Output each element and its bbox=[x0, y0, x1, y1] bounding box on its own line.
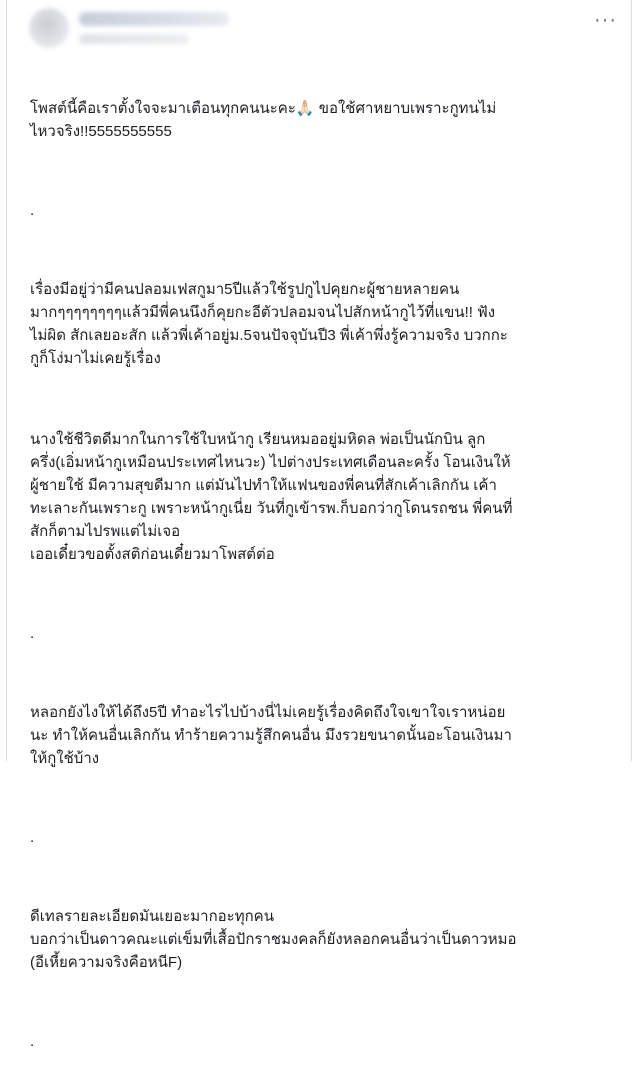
post-paragraph-2: เรื่องมีอยู่ว่ามีคนปลอมเฟสกูมา5ปีแล้วใช้รูปกูไปคุยกะผู้ชายหลายคน มากๆๆๆๆๆๆๆๆแล้วมีพี่คนนึงก็คุยกะอีตัวปลอมจนไปสักหน้ากูไว้ที่แขน!! ฟัง ไม่ผิด สักเลยอะสัก แล้วพี่เค้าอยู่ม.5จนปัจจุบันปี3 พี่เค้าพึ่งรู้ความจริง บวกกะ กูก็โง่มาไม่เคยรู้เรื่อง bbox=[30, 281, 508, 367]
separator-dot: . bbox=[30, 829, 35, 846]
facebook-post bbox=[6, 0, 632, 1050]
more-options-icon[interactable]: ··· bbox=[594, 9, 617, 31]
post-paragraph-3: นางใช้ชีวิตดีมากในการใช้ใบหน้ากู เรียนหมออยู่มหิดล พ่อเป็นนักบิน ลูก ครึ่ง(เอิ่มหน้ากูเหมือนประเทศไหนวะ) ไปต่างประเทศเดือนละครั้ง โอนเงินให้ ผู้ชายใช้ มีความสุขดีมาก แต่มันไปทำให้แฟนของพี่คนที่สักเค้าเลิกกัน เค้า ทะเลาะกันเพราะกู เพราะหน้ากูเนี่ย วันที่กูเข้ารพ.ก็บอกว่ากูโดนรถชน พี่คนที่ สักก็ตามไปรพแต่ไม่เจอ เออเดี๋ยวขอตั้งสติก่อนเดี๋ยวมาโพสต์ต่อ bbox=[30, 431, 513, 563]
blurred-avatar[interactable] bbox=[29, 8, 69, 48]
post-paragraph-4: หลอกยังไงให้ได้ถึง5ปี ทำอะไรไปบ้างนี่ไม่เคยรู้เรื่องคิดถึงใจเขาใจเราหน่อย นะ ทำให้คนอื่นเลิกกัน ทำร้ายความรู้สึกคนอื่น มึงรวยขนาดนั้นอะโอนเงินมา ให้กูใช้บ้าง bbox=[30, 704, 512, 767]
blurred-author-name[interactable] bbox=[79, 12, 229, 26]
blurred-post-meta bbox=[79, 34, 189, 44]
post-body bbox=[30, 74, 619, 1076]
separator-dot: . bbox=[30, 202, 35, 219]
post-header bbox=[7, 0, 631, 62]
separator-dot: . bbox=[30, 625, 35, 642]
separator-dot: . bbox=[30, 1033, 35, 1050]
post-paragraph-1: โพสต์นี้คือเราตั้งใจจะมาเตือนทุกคนนะคะ🙏🏻 ขอใช้ศาหยาบเพราะกูทนไม่ ไหวจริง!!5555555555 bbox=[30, 100, 497, 140]
post-paragraph-5: ดีเทลรายละเอียดมันเยอะมากอะทุกคน บอกว่าเป็นดาวคณะแต่เข็มที่เสื้อปักราชมงคลก็ยังหลอกคนอื่นว่าเป็นดาวหมอ (อีเหี้ยความจริงคือหนีF) bbox=[30, 908, 517, 971]
